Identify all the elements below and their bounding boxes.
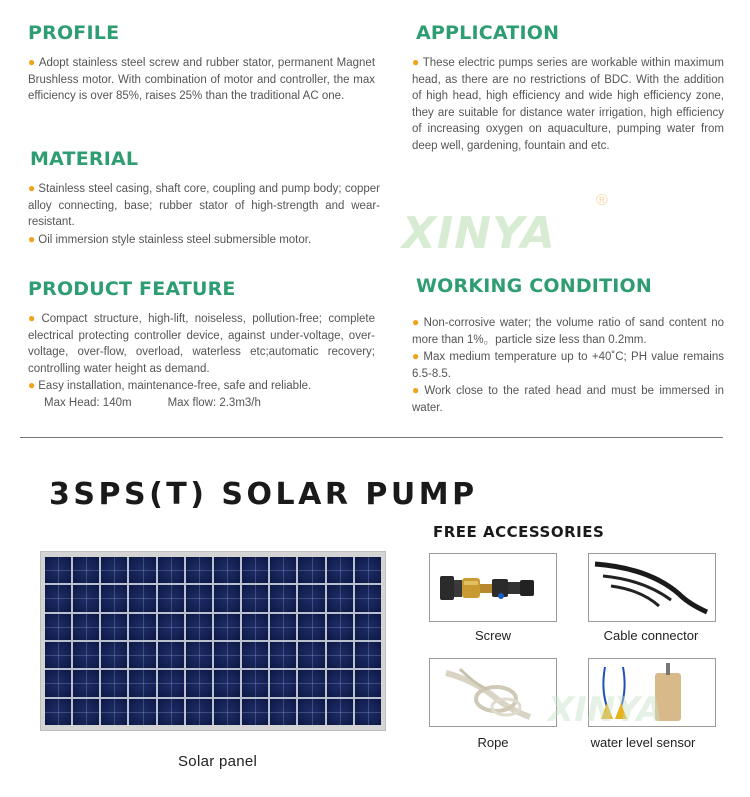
bullet-icon: ●: [412, 383, 422, 398]
bullet-icon: ●: [28, 55, 36, 69]
solar-cell: [242, 614, 268, 640]
solar-cell: [45, 614, 71, 640]
material-heading: MATERIAL: [30, 148, 139, 170]
solar-cell: [298, 585, 324, 611]
solar-cell: [327, 557, 353, 583]
solar-cell: [355, 642, 381, 668]
working-condition-heading: WORKING CONDITION: [416, 275, 652, 297]
bullet-icon: ●: [28, 231, 36, 246]
solar-cell: [214, 614, 240, 640]
solar-cell: [158, 670, 184, 696]
solar-cell: [45, 670, 71, 696]
solar-cell: [270, 642, 296, 668]
product-title: 3SPS(T) SOLAR PUMP: [49, 477, 478, 512]
cable-connector-label: Cable connector: [603, 628, 699, 643]
solar-cell: [355, 557, 381, 583]
solar-cell: [214, 585, 240, 611]
solar-cell: [355, 614, 381, 640]
bullet-icon: ●: [28, 181, 36, 195]
screw-icon: [430, 554, 556, 621]
solar-cell: [327, 699, 353, 725]
solar-cell: [242, 699, 268, 725]
solar-cell: [298, 670, 324, 696]
solar-cell: [45, 699, 71, 725]
cable-connector-image: [588, 553, 716, 622]
solar-cell: [101, 670, 127, 696]
solar-cell: [101, 585, 127, 611]
solar-panel-image: [40, 551, 386, 731]
solar-cell: [73, 642, 99, 668]
solar-cell: [45, 585, 71, 611]
profile-heading: PROFILE: [28, 22, 120, 44]
solar-cell: [186, 585, 212, 611]
solar-cell: [129, 614, 155, 640]
solar-cell: [270, 670, 296, 696]
solar-cell: [270, 614, 296, 640]
solar-cell: [298, 642, 324, 668]
cable-connector-icon: [589, 554, 715, 621]
solar-cell: [158, 585, 184, 611]
solar-cell: [186, 642, 212, 668]
solar-cell: [45, 557, 71, 583]
solar-cell: [158, 699, 184, 725]
product-feature-heading: PRODUCT FEATURE: [28, 278, 236, 300]
section-divider: [20, 437, 723, 438]
solar-cell: [101, 557, 127, 583]
solar-cell: [355, 670, 381, 696]
solar-cell: [214, 642, 240, 668]
solar-cell: [186, 557, 212, 583]
bullet-icon: ●: [412, 55, 420, 69]
solar-cell: [298, 557, 324, 583]
solar-cell: [73, 699, 99, 725]
solar-cell: [129, 585, 155, 611]
solar-cell: [73, 585, 99, 611]
solar-cell: [45, 642, 71, 668]
solar-cell: [214, 557, 240, 583]
solar-cell: [214, 699, 240, 725]
solar-cell: [158, 557, 184, 583]
bullet-icon: ●: [28, 311, 39, 325]
solar-cell: [242, 670, 268, 696]
solar-panel-label: Solar panel: [178, 753, 258, 770]
registered-mark-icon: ®: [596, 192, 608, 209]
rope-label: Rope: [477, 735, 509, 750]
solar-cell: [242, 557, 268, 583]
solar-cell: [101, 699, 127, 725]
solar-cell: [73, 670, 99, 696]
solar-cell: [327, 642, 353, 668]
solar-cell: [186, 670, 212, 696]
solar-cell: [73, 557, 99, 583]
application-text: ● These electric pumps series are workable within maximum head, as there are no restrictions of BDC. With the addition of high head, high efficiency and wide high efficiency zone, they are suitable for distance water irrigation, high efficiency of increasing oxygen on aquaculture, pumping water from deep well, gardening, fountain and etc.: [412, 55, 725, 152]
bullet-icon: ●: [412, 315, 421, 329]
solar-cell: [298, 614, 324, 640]
bullet-icon: ●: [28, 378, 36, 393]
solar-cell: [298, 699, 324, 725]
product-feature-text: ● Compact structure, high-lift, noiseless, pollution-free; complete electrical protecting controller device, against under-voltage, over-voltage, over-flow, overload, waterless etc;automatic recovery; controlling water height as demand. ● Easy installation, maintenance-free, safe and reliable. Max Head: 140m Max flow: 2.3m3/h: [28, 310, 375, 412]
max-head-spec: Max Head: 140m: [44, 396, 132, 409]
accessories-title: FREE ACCESSORIES: [433, 523, 605, 541]
solar-cell: [270, 585, 296, 611]
watermark-logo: XINYA: [548, 690, 663, 730]
solar-cell: [129, 557, 155, 583]
solar-cell: [158, 642, 184, 668]
solar-cell: [355, 699, 381, 725]
water-level-sensor-label: water level sensor: [590, 735, 696, 750]
solar-cell: [214, 670, 240, 696]
solar-cell: [129, 670, 155, 696]
solar-cell: [158, 614, 184, 640]
solar-cell: [73, 614, 99, 640]
profile-text: ● Adopt stainless steel screw and rubber stator, permanent Magnet Brushless motor. With combination of motor and controller, the max efficiency is over 85%, raises 25% than the traditional AC one.: [28, 55, 376, 103]
solar-cell: [270, 557, 296, 583]
rope-icon: [430, 659, 556, 726]
solar-cell: [242, 585, 268, 611]
xinya-logo: [402, 192, 612, 260]
rope-image: [429, 658, 557, 727]
material-text: ● Stainless steel casing, shaft core, coupling and pump body; copper alloy connecting, base; rubber stator of high-strength and wear-resistant. ● Oil immersion style stainless steel submersible motor.: [28, 181, 381, 246]
solar-cell: [101, 642, 127, 668]
solar-cell: [186, 614, 212, 640]
screw-image: [429, 553, 557, 622]
solar-cell: [270, 699, 296, 725]
screw-label: Screw: [474, 628, 512, 643]
bullet-icon: ●: [412, 349, 421, 364]
solar-cell: [327, 670, 353, 696]
max-flow-spec: Max flow: 2.3m3/h: [167, 396, 261, 409]
solar-cell: [327, 614, 353, 640]
solar-cell: [101, 614, 127, 640]
solar-cell: [129, 699, 155, 725]
solar-cell: [327, 585, 353, 611]
solar-cell: [186, 699, 212, 725]
working-condition-text: ● Non-corrosive water; the volume ratio of sand content no more than 1%。particle size less than 0.2mm. ● Max medium temperature up to +40˚C; PH value remains 6.5-8.5. ● Work close to the rated head and must be immersed in water.: [412, 315, 725, 414]
solar-cell: [129, 642, 155, 668]
logo-text: XINYA: [402, 208, 556, 259]
application-heading: APPLICATION: [416, 22, 560, 44]
solar-cell: [355, 585, 381, 611]
solar-cell: [242, 642, 268, 668]
